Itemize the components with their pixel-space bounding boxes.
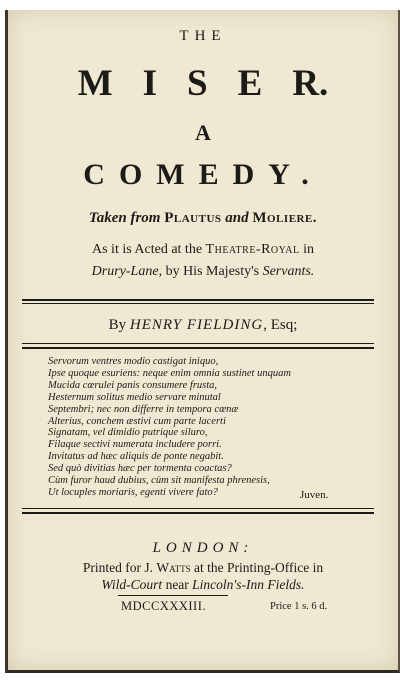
date-rule	[118, 595, 228, 596]
divider-rule	[22, 343, 374, 344]
title-the: THE	[179, 28, 227, 44]
epigraph-line: Sed quò divitias hæc per tormenta coactas?	[48, 463, 232, 475]
performance-theatre: Theatre-Royal	[205, 242, 300, 257]
divider-rule	[22, 347, 374, 349]
imprint-text: Printed for J.	[82, 560, 154, 575]
performance-text: As it is Acted at the	[92, 242, 203, 257]
imprint-place: Wild-Court	[101, 577, 163, 592]
performance-line-1	[8, 242, 398, 258]
epigraph-line: Septembri; nec non differre in tempora cœnæ	[48, 403, 239, 415]
source-author-plautus: Plautus	[164, 210, 222, 226]
epigraph-line: Cùm furor haud dubius, cùm sit manifesta phrenesis,	[48, 475, 270, 487]
byline-suffix: , Esq;	[263, 317, 298, 333]
source-and: and	[225, 210, 249, 226]
epigraph	[48, 356, 368, 499]
epigraph-line: Servorum ventres modio castigat iniquo,	[48, 356, 219, 367]
miser-letter: S	[187, 63, 208, 104]
performance-servants: Servants.	[262, 264, 315, 279]
performance-place: Drury-Lane	[91, 264, 159, 279]
byline	[8, 317, 398, 334]
title-comedy: COMEDY.	[83, 158, 323, 191]
epigraph-line: Alterius, conchem æstivi cum parte lacerti	[48, 415, 226, 427]
byline-by: By	[108, 317, 127, 333]
imprint-line-1	[8, 560, 398, 576]
epigraph-line: Mucida cœrulei panis consumere frusta,	[48, 379, 218, 391]
miser-letter: M	[77, 63, 113, 104]
epigraph-line: Filaque sectivi numerata includere porri.	[48, 439, 222, 451]
epigraph-line: Ut locuples moriaris, egenti vivere fato?	[48, 486, 218, 498]
imprint-city: LONDON:	[152, 540, 254, 556]
imprint-line-2	[8, 577, 398, 593]
imprint-place: Lincoln's-Inn Fields.	[192, 577, 305, 592]
epigraph-attribution: Juven.	[300, 489, 329, 501]
divider-rule	[22, 512, 374, 514]
performance-text: , by His Majesty's	[158, 264, 260, 279]
performance-line-2	[8, 264, 398, 280]
source-line	[8, 210, 398, 227]
source-prefix: Taken from	[88, 210, 161, 226]
imprint-text: near	[165, 577, 189, 592]
miser-letter: R	[292, 63, 320, 104]
divider-rule	[22, 508, 374, 509]
miser-letter: E	[237, 63, 263, 104]
source-author-moliere: Moliere.	[252, 210, 318, 226]
miser-letter: .	[319, 63, 329, 104]
imprint-printer: Watts	[156, 560, 191, 575]
divider-rule	[22, 299, 374, 301]
byline-author: HENRY FIELDING	[129, 317, 264, 333]
title-a: A	[195, 120, 211, 145]
title-miser	[8, 62, 398, 105]
imprint-text: at the Printing-Office in	[194, 560, 324, 575]
miser-letter: I	[142, 63, 158, 104]
publication-date: MDCCXXXIII.	[121, 599, 207, 613]
epigraph-line: Ipse quoque esuriens: neque enim omnia sustinet unquam	[48, 367, 291, 379]
performance-text: in	[303, 242, 314, 257]
title-page	[5, 10, 400, 673]
epigraph-line: Invitatus ad hæc aliquis de ponte negabit.	[48, 451, 224, 463]
epigraph-line: Hesternum solitus medio servare minutal	[48, 391, 221, 403]
price: Price 1 s. 6 d.	[270, 601, 328, 612]
epigraph-line: Signatam, vel dimidio putrique siluro,	[48, 427, 208, 439]
divider-rule	[22, 303, 374, 304]
